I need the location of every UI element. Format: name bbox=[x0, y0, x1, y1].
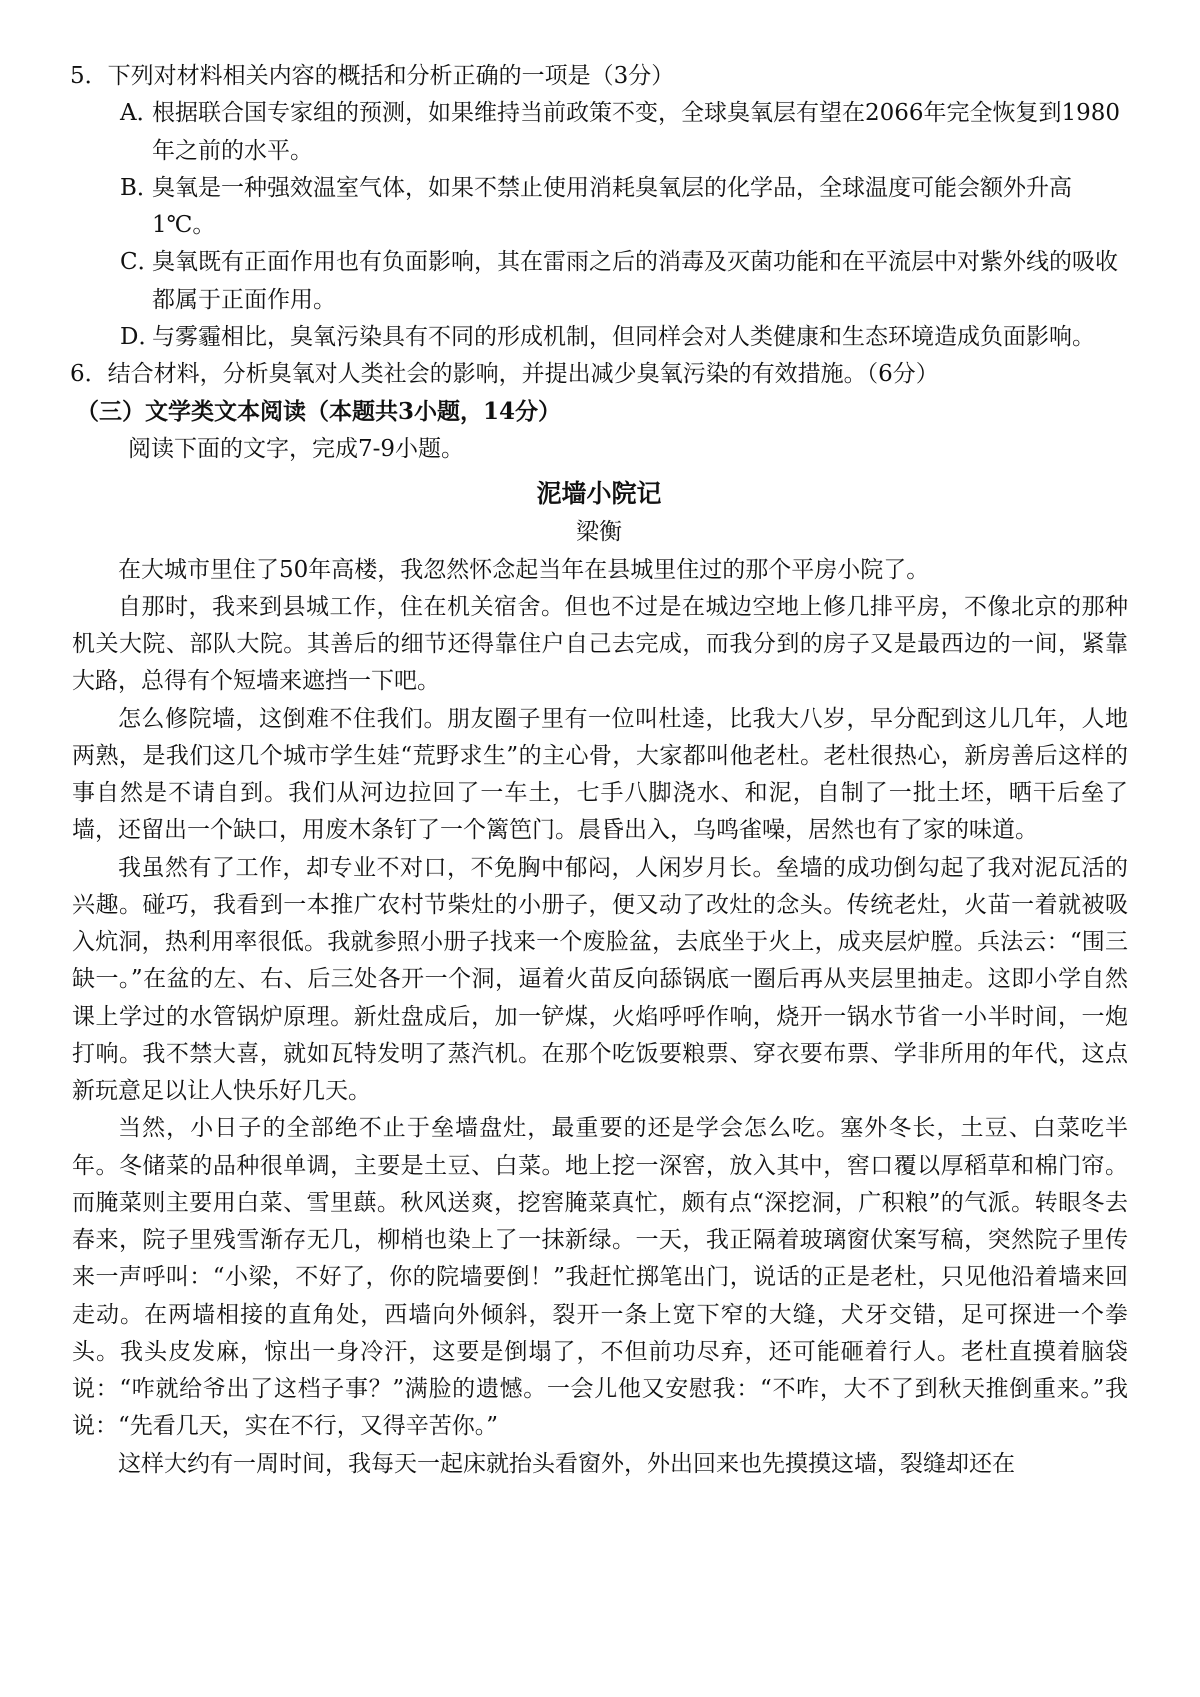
question-5-option-b bbox=[70, 170, 1128, 245]
option-letter: B． bbox=[120, 174, 160, 201]
article-paragraph: 在大城市里住了50年高楼，我忽然怀念起当年在县城里住过的那个平房小院了。 bbox=[118, 556, 930, 583]
question-6-stem: 6．结合材料，分析臭氧对人类社会的影响，并提出减少臭氧污染的有效措施。（6分） bbox=[70, 361, 939, 387]
article-paragraph: 我虽然有了工作，却专业不对口，不免胸中郁闷，人闲岁月长。垒墙的成功倒勾起了我对泥瓦活的兴趣。碰巧，我看到一本推广农村节柴灶的小册子，便又动了改灶的念头。传统老灶，火苗一着就被吸入炕洞，热利用率很低。我就参照小册子找来一个废脸盆，去底坐于火上，成夹层炉膛。兵法云：“围三缺一。”在盆的左、右、后三处各开一个洞，逼着火苗反向舔锅底一圈后再从夹层里抽走。这即小学自然课上学过的水管锅炉原理。新灶盘成后，加一铲煤，火焰呼呼作响，烧开一锅水节省一小半时间，一炮打响。我不禁大喜，就如瓦特发明了蒸汽机。在那个吃饭要粮票、穿衣要布票、学非所用的年代，这点新玩意足以让人快乐好几天。 bbox=[72, 854, 1128, 1104]
article-author: 梁衡 bbox=[576, 519, 622, 546]
question-5-option-d bbox=[70, 319, 1128, 356]
article-paragraph: 自那时，我来到县城工作，住在机关宿舍。但也不过是在城边空地上修几排平房，不像北京的那种机关大院、部队大院。其善后的细节还得靠住户自己去完成，而我分到的房子又是最西边的一间，紧靠大路，总得有个短墙来遮挡一下吧。 bbox=[72, 593, 1128, 695]
option-text: 臭氧既有正面作用也有负面影响，其在雷雨之后的消毒及灭菌功能和在平流层中对紫外线的吸收都属于正面作用。 bbox=[152, 249, 1118, 313]
article-paragraph: 当然，小日子的全部绝不止于垒墙盘灶，最重要的还是学会怎么吃。塞外冬长，土豆、白菜吃半年。冬储菜的品种很单调，主要是土豆、白菜。地上挖一深窖，放入其中，窖口覆以厚稻草和棉门帘。而腌菜则主要用白菜、雪里蕻。秋风送爽，挖窖腌菜真忙，颇有点“深挖洞，广积粮”的气派。转眼冬去春来，院子里残雪渐存无几，柳梢也染上了一抹新绿。一天，我正隔着玻璃窗伏案写稿，突然院子里传来一声呼叫：“小梁，不好了，你的院墙要倒！”我赶忙掷笔出门，说话的正是老杜，只见他沿着墙来回走动。在两墙相接的直角处，西墙向外倾斜，裂开一条上宽下窄的大缝，犬牙交错，足可探进一个拳头。我头皮发麻，惊出一身冷汗，这要是倒塌了，不但前功尽弃，还可能砸着行人。老杜直摸着脑袋说：“咋就给爷出了这档子事？”满脸的遗憾。一会儿他又安慰我：“不咋，大不了到秋天推倒重来。”我说：“先看几天，实在不行，又得辛苦你。” bbox=[72, 1115, 1128, 1440]
section-instruction: 阅读下面的文字，完成7-9小题。 bbox=[128, 435, 465, 462]
article-title: 泥墙小院记 bbox=[536, 478, 662, 508]
question-5-option-c bbox=[70, 244, 1128, 319]
section-heading: （三）文学类文本阅读（本题共3小题，14分） bbox=[76, 398, 562, 426]
option-text: 根据联合国专家组的预测，如果维持当前政策不变，全球臭氧层有望在2066年完全恢复到1980年之前的水平。 bbox=[152, 100, 1121, 164]
article-paragraph: 怎么修院墙，这倒难不住我们。朋友圈子里有一位叫杜逵，比我大八岁，早分配到这儿几年，人地两熟，是我们这几个城市学生娃“荒野求生”的主心骨，大家都叫他老杜。老杜很热心，新房善后这样的事自然是不请自到。我们从河边拉回了一车土，七手八脚浇水、和泥，自制了一批土坯，晒干后垒了墙，还留出一个缺口，用废木条钉了一个篱笆门。晨昏出入，乌鸣雀噪，居然也有了家的味道。 bbox=[72, 705, 1128, 844]
option-letter: C． bbox=[120, 249, 161, 276]
question-5-stem: 5．下列对材料相关内容的概括和分析正确的一项是（3分） bbox=[70, 63, 675, 89]
option-text: 与雾霾相比，臭氧污染具有不同的形成机制，但同样会对人类健康和生态环境造成负面影响。 bbox=[152, 323, 1095, 350]
option-letter: D． bbox=[120, 323, 162, 350]
option-text: 臭氧是一种强效温室气体，如果不禁止使用消耗臭氧层的化学品，全球温度可能会额外升高1℃。 bbox=[152, 174, 1072, 238]
option-letter: A． bbox=[120, 100, 160, 127]
question-5-option-a bbox=[70, 95, 1128, 170]
article-paragraph: 这样大约有一周时间，我每天一起床就抬头看窗外，外出回来也先摸摸这墙，裂缝却还在 bbox=[118, 1450, 1015, 1477]
